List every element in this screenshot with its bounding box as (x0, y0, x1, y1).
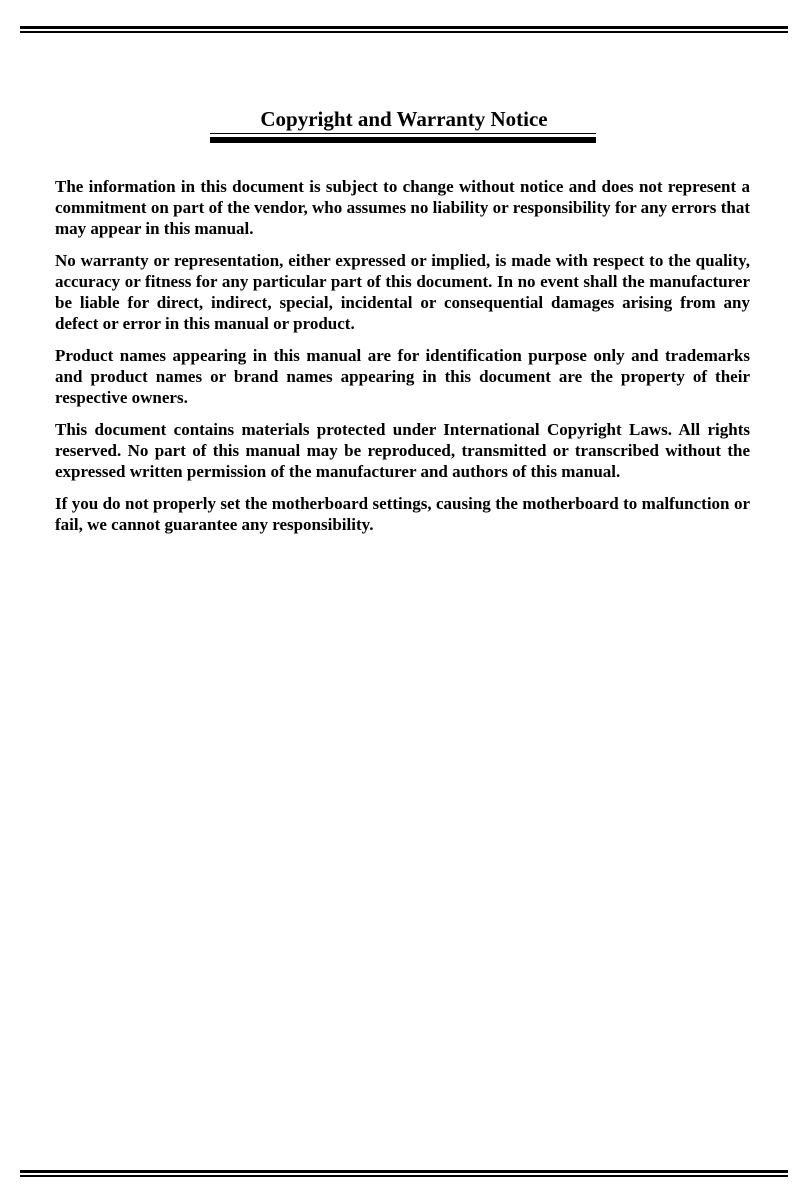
notice-body (55, 176, 750, 546)
bottom-double-rule (20, 1170, 788, 1177)
paragraph-motherboard-settings: If you do not properly set the motherboard settings, causing the motherboard to malfunction or fail, we cannot guarantee any responsibility. (55, 494, 750, 534)
top-double-rule (20, 26, 788, 33)
page-title: Copyright and Warranty Notice (260, 107, 548, 131)
paragraph-copyright: This document contains materials protected under International Copyright Laws. All rights reserved. No part of this manual may be reproduced, transmitted or transcribed without the expressed written permission of the manufacturer and authors of this manual. (55, 420, 750, 481)
paragraph-trademarks: Product names appearing in this manual are for identification purpose only and trademarks and product names or brand names appearing in this document are the property of their respective owners. (55, 346, 750, 407)
paragraph-change-notice: The information in this document is subject to change without notice and does not represent a commitment on part of the vendor, who assumes no liability or responsibility for any errors that may appear in this manual. (55, 177, 750, 238)
title-underline (210, 133, 596, 143)
title-container (0, 106, 808, 132)
paragraph-no-warranty: No warranty or representation, either expressed or implied, is made with respect to the quality, accuracy or fitness for any particular part of this document. In no event shall the manufacturer be liable for direct, indirect, special, incidental or consequential damages arising from any defect or error in this manual or product. (55, 251, 750, 333)
